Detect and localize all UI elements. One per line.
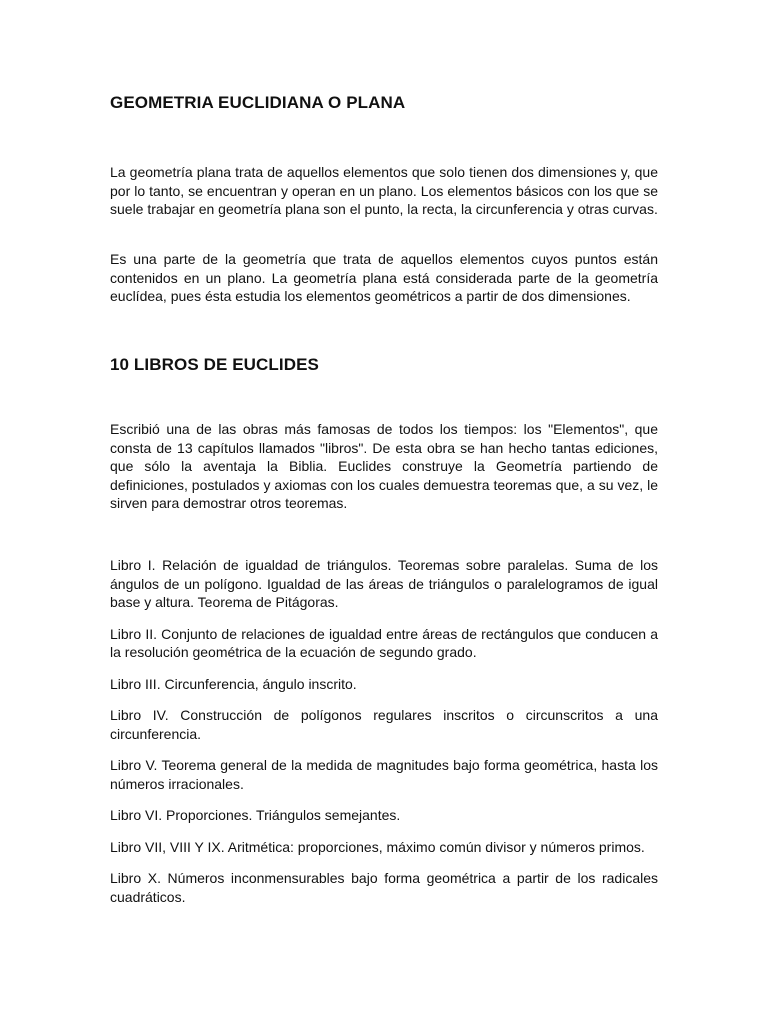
books-list	[110, 556, 658, 919]
book-item: Libro V. Teorema general de la medida de magnitudes bajo forma geométrica, hasta los números irracionales.	[110, 757, 658, 792]
book-item: Libro X. Números inconmensurables bajo forma geométrica a partir de los radicales cuadráticos.	[110, 870, 658, 905]
book-item: Libro III. Circunferencia, ángulo inscrito.	[110, 675, 357, 692]
book-item: Libro I. Relación de igualdad de triángulos. Teoremas sobre paralelas. Suma de los ángulos de un polígono. Igualdad de las áreas de triángulos o paralelogramos de igual base y altura. Teorema de Pitágoras.	[110, 557, 658, 610]
book-item: Libro VII, VIII Y IX. Aritmética: proporciones, máximo común divisor y números primos.	[110, 838, 645, 855]
document-title: GEOMETRIA EUCLIDIANA O PLANA	[110, 93, 406, 112]
book-item: Libro VI. Proporciones. Triángulos semejantes.	[110, 807, 401, 823]
book-item: Libro II. Conjunto de relaciones de igualdad entre áreas de rectángulos que conducen a la resolución geométrica de la ecuación de segundo grado.	[110, 625, 658, 660]
intro-paragraph-1: La geometría plana trata de aquellos elementos que solo tienen dos dimensiones y, que por lo tanto, se encuentran y operan en un plano. Los elementos básicos con los que se suele trabajar en geometría plana son el punto, la recta, la circunferencia y otras curvas.	[110, 164, 658, 217]
intro-paragraph-2: Es una parte de la geometría que trata de aquellos elementos cuyos puntos están contenidos en un plano. La geometría plana está considerada parte de la geometría euclídea, pues ésta estudia los elementos geométricos a partir de dos dimensiones.	[110, 251, 658, 304]
section-intro-paragraph: Escribió una de las obras más famosas de todos los tiempos: los "Elementos", que consta de 13 capítulos llamados "libros". De esta obra se han hecho tantas ediciones, que sólo la aventaja la Biblia. Euclides construye la Geometría partiendo de definiciones, postulados y axiomas con los cuales demuestra teoremas que, a su vez, le sirven para demostrar otros teoremas.	[110, 421, 658, 511]
section-title: 10 LIBROS DE EUCLIDES	[110, 355, 319, 374]
book-item: Libro IV. Construcción de polígonos regulares inscritos o circunscritos a una circunferencia.	[110, 707, 658, 742]
